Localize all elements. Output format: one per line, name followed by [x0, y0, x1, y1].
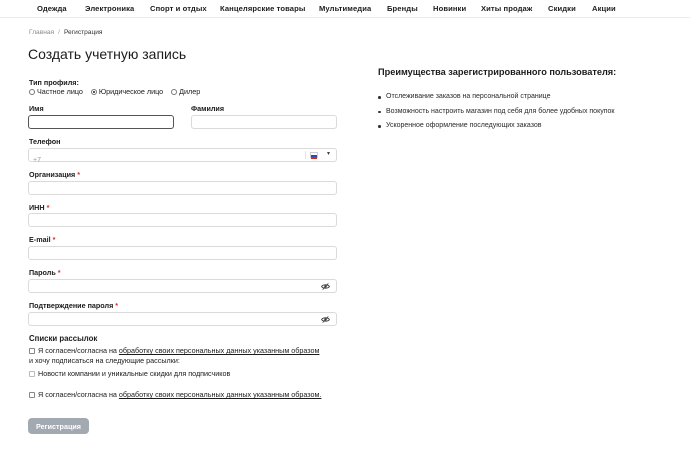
required-marker: * [115, 301, 119, 310]
page-title: Создать учетную запись [28, 46, 187, 62]
password-input[interactable] [29, 286, 336, 298]
breadcrumb-home-link[interactable]: Главная [29, 29, 55, 36]
organization-label [29, 170, 80, 179]
personal-data-link[interactable]: обработку своих персональных данных указанным образом [118, 346, 320, 355]
password-label-text: Пароль [29, 268, 56, 277]
email-field[interactable] [28, 246, 337, 260]
benefit-item: Отслеживание заказов на персональной странице [378, 93, 614, 108]
phone-divider [305, 151, 306, 159]
inn-input[interactable] [29, 220, 336, 232]
nav-item-discounts[interactable]: Скидки [548, 4, 576, 13]
phone-input[interactable] [29, 155, 336, 167]
nav-item-stationery[interactable]: Канцелярские товары [220, 4, 306, 13]
phone-label: Телефон [29, 137, 61, 146]
newsletter-option-label: Новости компании и уникальные скидки для подписчиков [38, 369, 231, 378]
last-name-label: Фамилия [191, 104, 225, 113]
required-marker: * [57, 268, 61, 277]
breadcrumb-separator: / [58, 29, 60, 36]
email-input[interactable] [29, 253, 336, 265]
first-name-label: Имя [29, 104, 44, 113]
consent-subscribe-row[interactable] [29, 346, 319, 366]
profile-type-radio-group [29, 87, 206, 97]
register-button[interactable]: Регистрация [28, 418, 89, 434]
consent-data-prefix: Я согласен/согласна на [38, 390, 119, 399]
top-navigation [0, 0, 690, 18]
eye-slash-icon[interactable] [321, 282, 330, 291]
personal-data-link-2[interactable]: обработку своих персональных данных указанным образом. [118, 390, 322, 399]
nav-item-electronics[interactable]: Электроника [85, 4, 135, 13]
consent-data-row[interactable] [29, 390, 321, 400]
organization-label-text: Организация [29, 170, 76, 179]
benefits-list [378, 93, 614, 137]
benefit-item: Ускоренное оформление последующих заказов [378, 122, 614, 137]
radio-private-person-label: Частное лицо [37, 87, 83, 96]
required-marker: * [46, 203, 50, 212]
inn-label-text: ИНН [29, 203, 45, 212]
first-name-input[interactable] [29, 122, 173, 134]
radio-private-person-icon[interactable] [29, 89, 35, 95]
password-confirm-label [29, 301, 118, 310]
profile-type-label: Тип профиля: [29, 78, 79, 87]
inn-label [29, 203, 49, 212]
benefits-title: Преимущества зарегистрированного пользователя: [378, 67, 617, 77]
radio-dealer-icon[interactable] [171, 89, 177, 95]
email-label [29, 235, 55, 244]
consent-subscribe-checkbox[interactable] [29, 348, 35, 354]
radio-legal-entity[interactable] [91, 87, 163, 96]
breadcrumb-current: Регистрация [63, 29, 103, 36]
breadcrumb [29, 29, 103, 36]
chevron-down-icon[interactable]: ▾ [326, 151, 330, 157]
last-name-field[interactable] [191, 115, 337, 129]
password-field[interactable] [28, 279, 337, 293]
organization-input[interactable] [29, 188, 336, 200]
nav-item-new[interactable]: Новинки [433, 4, 467, 13]
nav-item-brands[interactable]: Бренды [387, 4, 418, 13]
nav-item-multimedia[interactable]: Мультимедиа [319, 4, 372, 13]
last-name-input[interactable] [192, 122, 336, 134]
radio-private-person[interactable] [29, 87, 83, 96]
password-confirm-input[interactable] [29, 319, 336, 331]
newsletter-option-row[interactable] [29, 369, 230, 379]
password-label [29, 268, 61, 277]
consent-subscribe-prefix: Я согласен/согласна на [38, 346, 119, 355]
first-name-field[interactable] [28, 115, 174, 129]
nav-item-sports[interactable]: Спорт и отдых [150, 4, 207, 13]
eye-slash-icon[interactable] [321, 315, 330, 324]
radio-dealer-label: Дилер [179, 87, 201, 96]
password-confirm-label-text: Подтверждение пароля [29, 301, 114, 310]
organization-field[interactable] [28, 181, 337, 195]
mailing-lists-title: Списки рассылок [29, 334, 98, 343]
russia-flag-icon[interactable] [310, 152, 318, 158]
required-marker: * [77, 170, 81, 179]
consent-subscribe-suffix: и хочу подписаться на следующие рассылки: [29, 356, 180, 365]
benefit-item: Возможность настроить магазин под себя для более удобных покупок [378, 108, 614, 123]
email-label-text: E-mail [29, 235, 51, 244]
radio-dealer[interactable] [171, 87, 200, 96]
nav-item-clothing[interactable]: Одежда [37, 4, 67, 13]
password-confirm-field[interactable] [28, 312, 337, 326]
nav-item-bestsellers[interactable]: Хиты продаж [481, 4, 533, 13]
nav-item-promotions[interactable]: Акции [592, 4, 616, 13]
required-marker: * [52, 235, 56, 244]
consent-data-checkbox[interactable] [29, 392, 35, 398]
phone-field[interactable] [28, 148, 337, 162]
radio-legal-entity-label: Юридическое лицо [98, 87, 164, 96]
newsletter-checkbox[interactable] [29, 371, 35, 377]
radio-legal-entity-icon[interactable] [91, 89, 97, 95]
inn-field[interactable] [28, 213, 337, 227]
